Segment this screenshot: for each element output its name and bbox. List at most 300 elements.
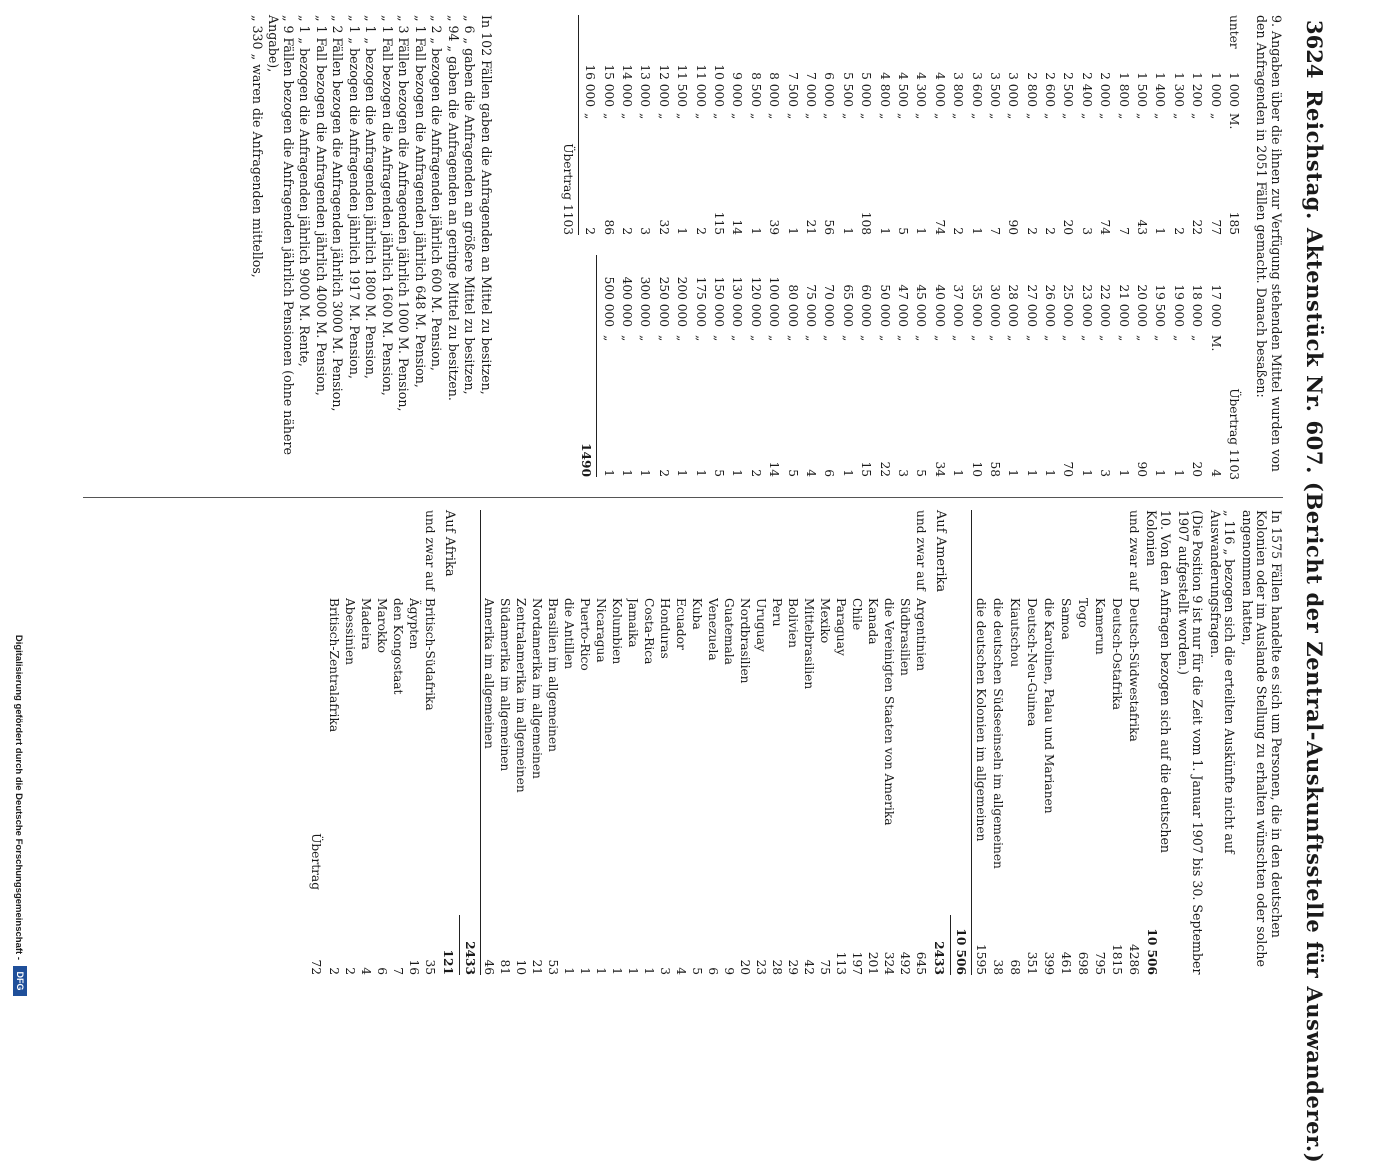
destination-count: 68	[1008, 959, 1023, 975]
destination-count: 201	[866, 951, 881, 975]
means-amount: 7 000	[804, 72, 819, 107]
means-unit: „	[730, 335, 745, 342]
means-amount: 5 500	[840, 72, 855, 107]
means-count: 2	[620, 227, 635, 235]
means-amount: 150 000	[712, 276, 727, 327]
means-count: 14	[767, 461, 782, 477]
means-count: 21	[804, 219, 819, 235]
amerika-sum: 2433	[461, 510, 482, 975]
destination-row	[546, 510, 562, 980]
means-count: 5	[785, 469, 800, 477]
destination-name: Deutsch-Ostafrika	[1110, 598, 1125, 711]
means-amount: 1 500	[1135, 72, 1150, 107]
amerika-label: Auf Amerika	[933, 510, 949, 593]
means-unit: „	[822, 335, 837, 342]
means-unit: „	[712, 335, 727, 342]
means-amount: 2 000	[1098, 72, 1113, 107]
means-unit: „	[859, 335, 874, 342]
means-row	[857, 255, 875, 485]
means-amount: 65 000	[840, 284, 855, 327]
destination-name: Costa-Rica	[642, 598, 657, 665]
means-row	[1114, 15, 1132, 250]
means-amount: 30 000	[987, 284, 1002, 327]
destination-row	[327, 510, 343, 980]
destination-row	[578, 510, 594, 980]
means-count: 1	[1043, 469, 1058, 477]
destination-name: Argentinien	[914, 598, 929, 672]
means-row	[1022, 255, 1040, 485]
case-line: „ 330 „ waren die Anfragenden mittellos,	[250, 15, 265, 278]
destination-count: 7	[391, 967, 406, 975]
case-line: „ 94 „ gaben die Anfragenden an geringe Mittel zu besitzen.	[446, 15, 461, 401]
means-row	[618, 15, 636, 250]
means-row	[1133, 15, 1151, 250]
means-row	[636, 255, 654, 485]
means-count: 1	[730, 469, 745, 477]
means-unit: „	[1153, 113, 1168, 120]
left-uebertrag: Übertrag 1103	[558, 15, 579, 235]
means-unit: „	[1043, 113, 1058, 120]
means-count: 43	[1135, 219, 1150, 235]
means-count: 1	[675, 227, 690, 235]
destination-row	[706, 510, 722, 980]
destination-row	[1109, 510, 1126, 980]
case-line: In 102 Fällen gaben die Anfragenden an Mittel zu besitzen,	[479, 15, 494, 395]
destination-count: 21	[530, 959, 545, 975]
means-unit: „	[1006, 335, 1021, 342]
destination-name: Chile	[850, 598, 865, 631]
destination-name: Nordamerika im allgemeinen	[530, 598, 545, 779]
destination-count: 1815	[1110, 943, 1125, 975]
destination-name: Nicaragua	[594, 598, 609, 663]
means-amount: 19 500	[1153, 284, 1168, 327]
destination-name: Deutsch-Neu-Guinea	[1025, 598, 1040, 727]
means-amount: 1 300	[1171, 72, 1186, 107]
means-count: 1	[693, 469, 708, 477]
destination-row	[738, 510, 754, 980]
means-count: 1	[785, 227, 800, 235]
destination-row	[626, 510, 642, 980]
means-count: 2	[1171, 227, 1186, 235]
page-number: 3624	[1302, 20, 1327, 79]
means-amount: 2 500	[1061, 72, 1076, 107]
means-unit: „	[620, 335, 635, 342]
means-amount: 3 800	[951, 72, 966, 107]
destination-count: 38	[991, 959, 1006, 975]
means-unit: „	[895, 335, 910, 342]
means-unit: „	[1171, 335, 1186, 342]
means-unit: „	[1190, 113, 1205, 120]
afrika-uebertrag-value: 72	[309, 959, 324, 975]
destination-row	[990, 510, 1007, 980]
destination-count: 35	[423, 959, 438, 975]
means-row	[1096, 15, 1114, 250]
means-count: 22	[1190, 219, 1205, 235]
means-count: 3	[895, 469, 910, 477]
destination-name: Bolivien	[786, 598, 801, 648]
destination-count: 4286	[1127, 943, 1142, 975]
means-unit: „	[914, 113, 929, 120]
means-count: 3	[1079, 227, 1094, 235]
means-row	[581, 15, 599, 250]
destination-name: Kuba	[690, 598, 705, 630]
means-amount: 75 000	[804, 284, 819, 327]
destination-count: 20	[738, 959, 753, 975]
means-amount: 2 600	[1043, 72, 1058, 107]
destination-count: 6	[375, 967, 390, 975]
destination-row	[642, 510, 658, 980]
means-row	[894, 15, 912, 250]
means-count: 4	[804, 469, 819, 477]
destination-name: Südbrasilien	[898, 598, 913, 676]
destination-count: 351	[1025, 951, 1040, 975]
means-count: 1	[601, 469, 616, 477]
means-row	[599, 15, 617, 250]
destination-name: Honduras	[658, 598, 673, 659]
destination-row	[1007, 510, 1024, 980]
means-count: 1	[914, 227, 929, 235]
means-count: 1	[675, 469, 690, 477]
means-unit: „	[620, 113, 635, 120]
means-count: 3	[638, 227, 653, 235]
means-count: 74	[1098, 219, 1113, 235]
means-row	[949, 255, 967, 485]
means-row	[783, 15, 801, 250]
means-row	[710, 255, 728, 485]
means-row	[673, 255, 691, 485]
means-amount: 15 000	[601, 64, 616, 107]
means-amount: 4 000	[932, 72, 947, 107]
destination-count: 1	[626, 967, 641, 975]
means-amount: 47 000	[895, 284, 910, 327]
destination-count: 53	[546, 959, 561, 975]
destination-row	[722, 510, 738, 980]
destination-row	[1092, 510, 1109, 980]
means-count: 1	[1153, 227, 1168, 235]
means-amount: 25 000	[1061, 284, 1076, 327]
destination-count: 698	[1076, 951, 1091, 975]
means-unit: „	[712, 113, 727, 120]
case-line: „ 1 „ bezogen die Anfragenden jährlich 1800 M. Pension,	[363, 15, 379, 380]
means-unit: „	[987, 335, 1002, 342]
destination-name: die Karolinen, Palau und Marianen	[1042, 598, 1057, 814]
means-unit: „	[1098, 113, 1113, 120]
destination-row	[610, 510, 626, 980]
means-unit: „	[785, 113, 800, 120]
means-amount: 200 000	[675, 276, 690, 327]
para-p3: (Die Position 9 ist nur für die Zeit vom 1. Januar 1907 bis 30. September 1907 aufgestellt worden.)	[1176, 510, 1206, 975]
means-amount: 10 000	[712, 64, 727, 107]
means-count: 90	[1135, 461, 1150, 477]
means-unit: „	[583, 113, 598, 120]
means-row	[802, 255, 820, 485]
means-unit: „	[969, 113, 984, 120]
destination-row	[770, 510, 786, 980]
means-unit: „	[1024, 113, 1039, 120]
means-count: 2	[583, 227, 598, 235]
case-line: „ 2 „ bezogen die Anfragenden jährlich 600 M. Pension,	[429, 15, 445, 371]
means-amount: 17 000	[1208, 284, 1223, 327]
destination-count: 75	[818, 959, 833, 975]
means-row	[1169, 255, 1187, 485]
means-row	[838, 15, 856, 250]
means-count: 77	[1208, 219, 1223, 235]
means-amount: 21 000	[1116, 284, 1131, 327]
destination-name: Kamerun	[1093, 598, 1108, 655]
means-amount: 50 000	[877, 284, 892, 327]
means-unit: „	[675, 335, 690, 342]
means-count: 1	[840, 469, 855, 477]
destination-count: 1	[594, 967, 609, 975]
destination-name: Südamerika im allgemeinen	[498, 598, 513, 772]
means-row	[1041, 15, 1059, 250]
afrika-uebertrag-row	[307, 510, 327, 980]
means-unit: „	[987, 113, 1002, 120]
means-count: 2	[1024, 227, 1039, 235]
means-count: 5	[895, 227, 910, 235]
means-count: 86	[601, 219, 616, 235]
means-row	[1059, 15, 1077, 250]
means-row	[728, 255, 746, 485]
means-count: 2	[748, 469, 763, 477]
means-amount: 70 000	[822, 284, 837, 327]
means-amount: 4 800	[877, 72, 892, 107]
destination-count: 16	[407, 959, 422, 975]
destination-name: den Kongostaat	[391, 598, 406, 695]
means-amount: 2 800	[1024, 72, 1039, 107]
destinations-list	[307, 510, 1284, 980]
means-count: 58	[987, 461, 1002, 477]
means-unit: „	[1079, 113, 1094, 120]
destination-row	[818, 510, 834, 980]
destination-count: 492	[898, 951, 913, 975]
means-amount: 40 000	[932, 284, 947, 327]
means-amount: 28 000	[1006, 284, 1021, 327]
means-row	[1188, 15, 1206, 250]
means-amount: 1 200	[1190, 72, 1205, 107]
destination-count: 197	[850, 951, 865, 975]
means-unit: „	[1135, 113, 1150, 120]
destination-count: 1	[562, 967, 577, 975]
means-amount: 3 500	[987, 72, 1002, 107]
means-unit: „	[804, 113, 819, 120]
destination-row	[482, 510, 498, 980]
means-row	[673, 15, 691, 250]
amerika-total: 2433	[929, 915, 952, 975]
means-amount: 60 000	[859, 284, 874, 327]
destination-row	[754, 510, 770, 980]
destination-row	[1024, 510, 1041, 980]
means-row	[1004, 255, 1022, 485]
destination-count: 5	[690, 967, 705, 975]
means-count: 1	[1116, 469, 1131, 477]
destination-name: Samoa	[1059, 598, 1074, 640]
destination-name: Mexiko	[818, 598, 833, 644]
pension-cases	[248, 15, 494, 485]
means-count: 14	[730, 219, 745, 235]
means-amount: 250 000	[656, 276, 671, 327]
para-p2: „ 116 „ bezogen sich die erteilten Auskünfte nicht auf Auswanderungsfragen.	[1208, 510, 1238, 854]
means-count: 185	[1227, 211, 1241, 235]
means-row	[1096, 255, 1114, 485]
destination-count: 2	[327, 967, 342, 975]
case-line: „ 1 Fall bezogen die Anfragenden jährlich 1600 M. Pension,	[380, 15, 395, 396]
means-row	[930, 15, 948, 250]
destination-name: Ecuador	[674, 598, 689, 650]
means-row	[1114, 255, 1132, 485]
destination-row	[658, 510, 674, 980]
means-row	[691, 15, 709, 250]
means-row	[655, 15, 673, 250]
means-amount: 6 000	[822, 72, 837, 107]
destination-row	[1075, 510, 1092, 980]
destination-count: 42	[802, 959, 817, 975]
funding-note-text: Digitalisierung gefördert durch die Deutsche Forschungsgemeinschaft -	[13, 634, 24, 960]
means-row	[967, 15, 985, 250]
destination-count: 6	[706, 967, 721, 975]
means-count: 4	[1208, 469, 1223, 477]
destination-count: 324	[882, 951, 897, 975]
means-unit: „	[1190, 335, 1205, 342]
para-p1: In 1575 Fällen handelte es sich um Personen, die in den deutschen Kolonien oder im Auslande Stellung zu erhalten wünschten oder solche angenommen hatten,	[1240, 510, 1284, 967]
means-row	[838, 255, 856, 485]
means-count: 1	[1153, 469, 1168, 477]
case-line: „ 1 „ bezogen die Anfragenden jährlich 9000 M. Rente,	[297, 15, 313, 367]
means-unit: „	[859, 113, 874, 120]
means-unit: „	[804, 335, 819, 342]
destination-row	[530, 510, 546, 980]
means-count: 32	[656, 219, 671, 235]
means-unit: „	[638, 335, 653, 342]
means-count: 15	[859, 461, 874, 477]
destination-row	[914, 510, 930, 980]
list-lead: und zwar auf	[423, 510, 438, 591]
means-row	[820, 255, 838, 485]
means-amount: 100 000	[767, 276, 782, 327]
means-count: 10	[969, 461, 984, 477]
afrika-total: 121	[438, 915, 461, 975]
means-prefix: unter	[1227, 15, 1241, 49]
section-10-text: 10. Von den Anfragen bezogen sich auf die deutschen Kolonien	[1144, 510, 1174, 854]
means-unit: „	[1079, 335, 1094, 342]
means-count: 2	[951, 227, 966, 235]
destination-name: Deutsch-Südwestafrika	[1127, 598, 1142, 742]
means-row	[986, 255, 1004, 485]
means-unit: „	[693, 113, 708, 120]
destination-row	[498, 510, 514, 980]
means-unit: „	[601, 335, 616, 342]
kolonien-sum: 10 506	[952, 510, 973, 975]
funding-note	[6, 0, 28, 1000]
means-amount: 26 000	[1043, 284, 1058, 327]
destination-count: 113	[834, 951, 849, 975]
means-amount: 120 000	[748, 276, 763, 327]
means-table-right	[576, 255, 1243, 485]
destination-count: 29	[786, 959, 801, 975]
destination-name: Brasilien im allgemeinen	[546, 598, 561, 752]
means-table-left	[558, 15, 1243, 250]
destination-count: 4	[674, 967, 689, 975]
destination-count: 795	[1093, 951, 1108, 975]
means-amount: 400 000	[620, 276, 635, 327]
means-row	[1059, 255, 1077, 485]
means-row	[1151, 15, 1169, 250]
means-count: 1	[638, 469, 653, 477]
destination-count: 1595	[974, 943, 989, 975]
destination-count: 399	[1042, 951, 1057, 975]
case-line: „ 2 Fällen bezogen die Anfragenden jährlich 3000 M. Pension,	[330, 15, 346, 412]
destination-name: Amerika im allgemeinen	[482, 598, 497, 749]
means-row	[636, 15, 654, 250]
means-amount: 300 000	[638, 276, 653, 327]
means-count: 7	[987, 227, 1002, 235]
destination-name: Kiautschou	[1008, 598, 1023, 668]
afrika-total-row	[439, 510, 461, 980]
means-count: 2	[1043, 227, 1058, 235]
means-count: 1	[840, 227, 855, 235]
means-amount: 175 000	[693, 276, 708, 327]
means-amount: 1 800	[1116, 72, 1131, 107]
means-row	[912, 255, 930, 485]
destination-name: Britisch-Zentralafrika	[327, 598, 342, 733]
means-count: 56	[822, 219, 837, 235]
destination-name: die Antillen	[562, 598, 577, 670]
destination-row	[1126, 510, 1143, 980]
means-row	[986, 15, 1004, 250]
means-count: 22	[877, 461, 892, 477]
means-row	[1077, 15, 1095, 250]
means-unit: „	[1208, 113, 1223, 120]
means-unit: „	[932, 335, 947, 342]
destination-row	[562, 510, 578, 980]
means-row	[894, 255, 912, 485]
destination-count: 81	[498, 959, 513, 975]
means-count: 1	[951, 469, 966, 477]
destination-row	[834, 510, 850, 980]
means-row	[746, 255, 764, 485]
page-title: Reichstag. Aktenstück Nr. 607. (Bericht der Zentral-Auskunftsstelle für Auswanderer.)	[1302, 90, 1327, 1163]
means-amount: 11 000	[693, 64, 708, 107]
means-count: 1	[1024, 469, 1039, 477]
destination-row	[674, 510, 690, 980]
means-row	[1041, 255, 1059, 485]
means-amount: 1 000	[1227, 72, 1241, 107]
means-unit: „	[767, 113, 782, 120]
destination-name: Abessinien	[343, 598, 358, 666]
means-row	[710, 15, 728, 250]
means-unit: „	[601, 113, 616, 120]
means-unit: „	[656, 335, 671, 342]
destination-name: Madeira	[359, 598, 374, 650]
destination-count: 1	[642, 967, 657, 975]
destination-row	[898, 510, 914, 980]
means-unit: „	[932, 113, 947, 120]
destination-name: Kolumbien	[610, 598, 625, 665]
means-row	[875, 255, 893, 485]
means-row	[1225, 15, 1243, 250]
destination-name: Marokko	[375, 598, 390, 654]
destination-row	[375, 510, 391, 980]
means-count: 1	[877, 227, 892, 235]
means-amount: 14 000	[620, 64, 635, 107]
means-unit: „	[638, 113, 653, 120]
means-row	[912, 15, 930, 250]
means-amount: 9 000	[730, 72, 745, 107]
means-count: 115	[712, 211, 727, 235]
means-amount: 8 000	[767, 72, 782, 107]
destination-count: 2	[343, 967, 358, 975]
list-lead: und zwar auf	[1127, 510, 1142, 591]
